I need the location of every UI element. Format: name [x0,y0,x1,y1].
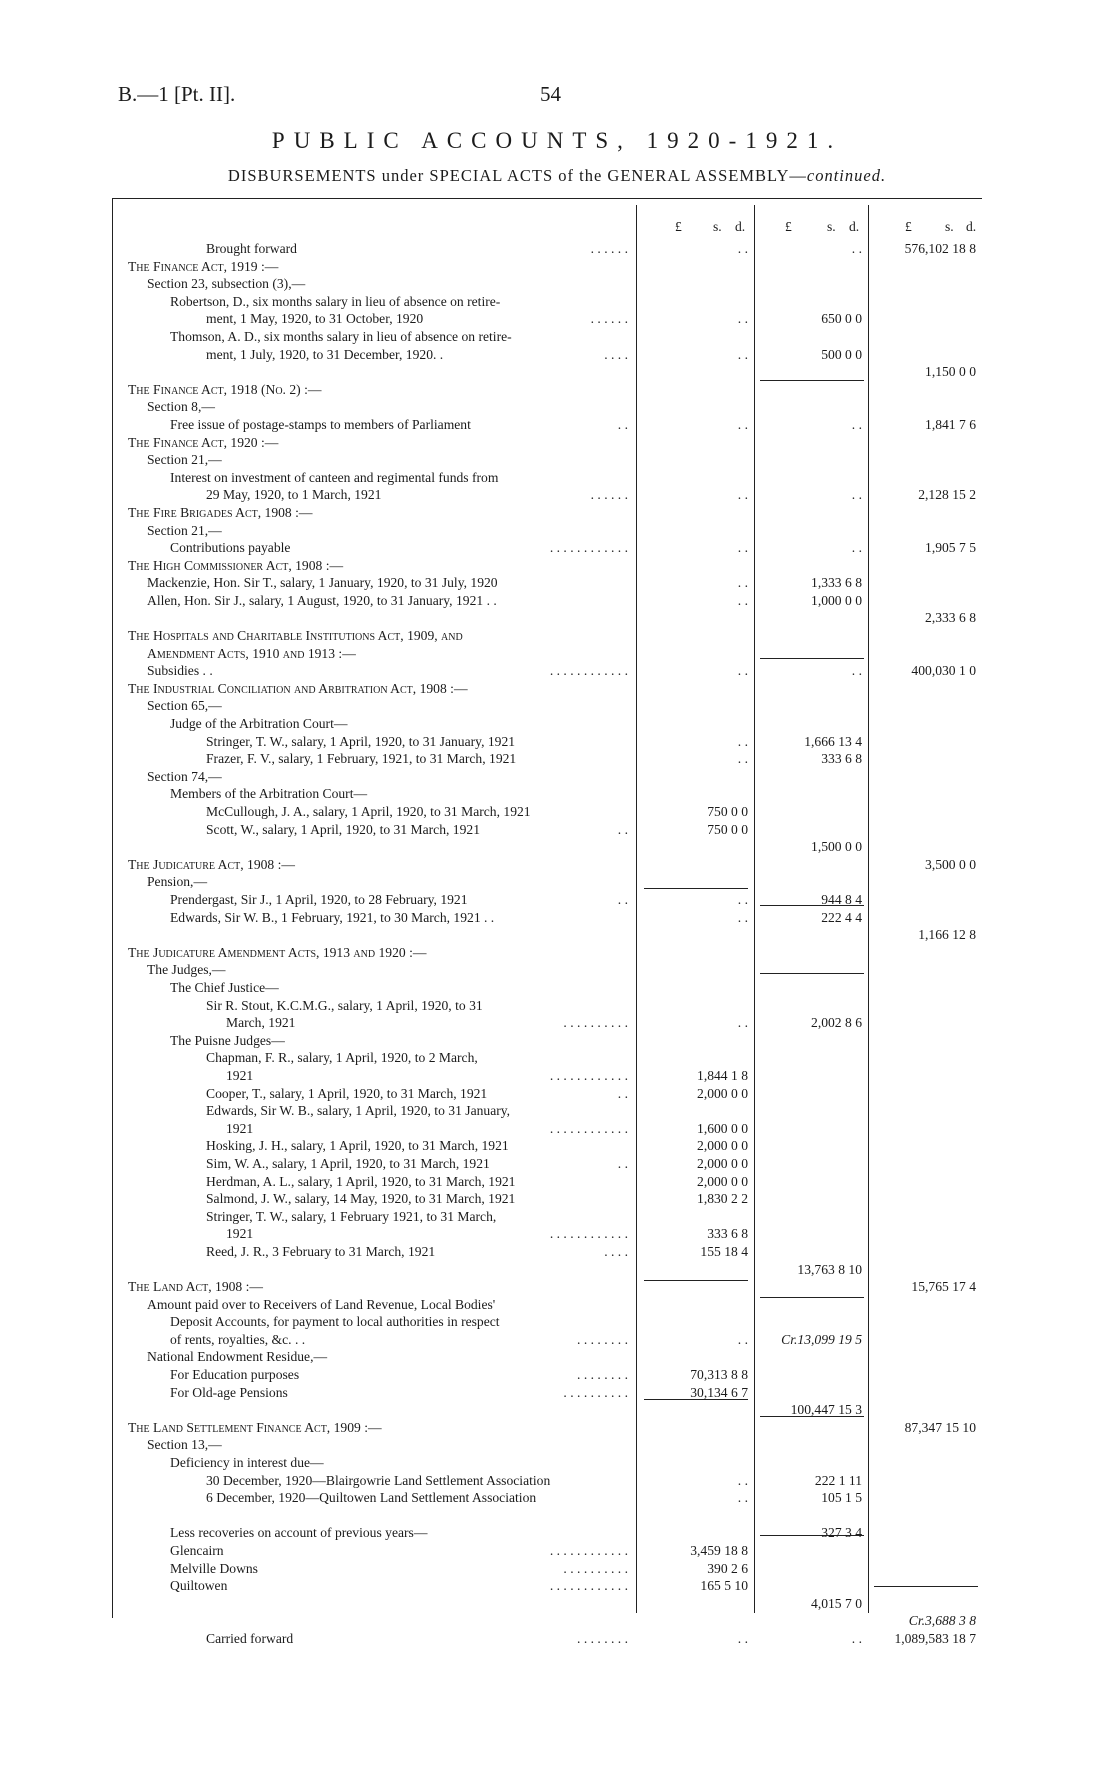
table-row [0,768,1114,785]
table-row [0,1261,1114,1278]
amount-c1: 390 2 6 [707,1561,748,1576]
act-heading: The Finance Act, 1920 :— [128,435,279,450]
table-row [0,1595,1114,1612]
amount-c3: 1,089,583 18 7 [894,1631,976,1646]
table-row [0,785,1114,802]
table-row [0,1331,1114,1348]
amount-c1: 3,459 18 8 [690,1543,748,1558]
table-row [0,328,1114,345]
table-row [0,997,1114,1014]
row-description: Sir R. Stout, K.C.M.G., salary, 1 April, 1920, to 31 [206,998,483,1013]
act-heading: Amendment Acts, 1910 and 1913 :— [147,646,356,661]
row-description: For Education purposes [170,1367,300,1382]
table-row [0,1085,1114,1102]
act-heading: The Judicature Amendment Acts, 1913 and 1920 :— [128,945,427,960]
row-description: Interest on investment of canteen and regimental funds from [170,470,499,485]
leader-dots: . . . . . . . . . . . . [549,1226,628,1241]
amount-c3: 2,128 15 2 [918,487,976,502]
row-description: 6 December, 1920—Quiltowen Land Settlement Association [206,1490,537,1505]
table-row [0,1348,1114,1365]
table-row [0,627,1114,644]
table-row [0,293,1114,310]
row-description: 29 May, 1920, to 1 March, 1921 [206,487,382,502]
row-description: Hosking, J. H., salary, 1 April, 1920, to 31 March, 1921 [206,1138,509,1153]
amount-c2: 100,447 15 3 [790,1402,862,1417]
table-row [0,1419,1114,1436]
row-description: Melville Downs [170,1561,258,1576]
leader-dots: . . . . . . . . . . . . [549,1068,628,1083]
table-row [0,1612,1114,1629]
leader-dots: . . . . . . . . [577,1631,628,1646]
amount-c1: . . [737,417,748,432]
table-row [0,1296,1114,1313]
act-heading: The Finance Act, 1918 (No. 2) :— [128,382,322,397]
row-description: ment, 1 July, 1920, to 31 December, 1920. . [206,347,444,362]
table-row [0,1243,1114,1260]
row-description: Less recoveries on account of previous years— [170,1525,428,1540]
leader-dots: . . . . . . [590,311,628,326]
amount-c1: 333 6 8 [707,1226,748,1241]
table-row [0,662,1114,679]
table-row [0,1384,1114,1401]
row-description: Amount paid over to Receivers of Land Revenue, Local Bodies' [147,1297,496,1312]
table-row [0,1049,1114,1066]
row-description: Cooper, T., salary, 1 April, 1920, to 31 March, 1921 [206,1086,488,1101]
table-row [0,803,1114,820]
row-description: Deposit Accounts, for payment to local authorities in respect [170,1314,500,1329]
amount-c2: 333 6 8 [821,751,862,766]
table-row [0,733,1114,750]
table-row [0,1542,1114,1559]
row-description: The Chief Justice— [170,980,279,995]
act-heading: The Finance Act, 1919 :— [128,259,279,274]
amount-c2: 1,500 0 0 [811,839,862,854]
table-row [0,1489,1114,1506]
amount-c2: 500 0 0 [821,347,862,362]
row-description: March, 1921 [226,1015,296,1030]
act-heading: The Fire Brigades Act, 1908 :— [128,505,313,520]
table-row [0,1014,1114,1031]
row-description: 30 December, 1920—Blairgowrie Land Settlement Association [206,1473,551,1488]
table-row [0,1577,1114,1594]
act-heading: The High Commissioner Act, 1908 :— [128,558,344,573]
amount-c3: 1,150 0 0 [925,364,976,379]
subtitle-main: DISBURSEMENTS under SPECIAL ACTS of the GENERAL ASSEMBLY— [227,166,807,185]
pound-sign: £ [905,219,912,234]
table-row [0,363,1114,380]
row-description: Members of the Arbitration Court— [170,786,368,801]
row-description: ment, 1 May, 1920, to 31 October, 1920 [206,311,424,326]
amount-c2: . . [851,540,862,555]
amount-c2: 944 8 4 [821,892,862,907]
act-heading: The Land Settlement Finance Act, 1909 :— [128,1420,382,1435]
amount-c3: 576,102 18 8 [904,241,976,256]
amount-c3: 3,500 0 0 [925,857,976,872]
table-row [0,275,1114,292]
table-row [0,715,1114,732]
amount-c3: 1,841 7 6 [925,417,976,432]
row-description: Chapman, F. R., salary, 1 April, 1920, to 2 March, [206,1050,478,1065]
amount-c2: 1,333 6 8 [811,575,862,590]
amount-c1: . . [737,892,748,907]
row-description: 1921 [226,1121,254,1136]
amount-c1: 2,000 0 0 [697,1174,748,1189]
table-row [0,522,1114,539]
amount-c1: . . [737,540,748,555]
table-row [0,926,1114,943]
table-row [0,1137,1114,1154]
amount-c1: . . [737,311,748,326]
table-row [0,821,1114,838]
row-description: of rents, royalties, &c. . . [170,1332,306,1347]
table-row [0,1436,1114,1453]
table-row [0,240,1114,257]
table-row [0,979,1114,996]
row-description: Judge of the Arbitration Court— [170,716,348,731]
leader-dots: . . . . . . [590,241,628,256]
table-row [0,592,1114,609]
amount-c1: . . [737,751,748,766]
row-description: Reed, J. R., 3 February to 31 March, 1921 [206,1244,436,1259]
amount-c2: 1,000 0 0 [811,593,862,608]
table-row [0,1472,1114,1489]
table-row [0,310,1114,327]
amount-c2: 4,015 7 0 [811,1596,862,1611]
pound-sign: £ [785,219,792,234]
table-row [0,1278,1114,1295]
amount-c1: 2,000 0 0 [697,1138,748,1153]
table-row [0,961,1114,978]
table-row [0,1507,1114,1524]
table-row [0,645,1114,662]
table-row [0,1524,1114,1541]
leader-dots: . . . . . . . . . . [563,1385,628,1400]
amount-c1: 1,600 0 0 [697,1121,748,1136]
table-row [0,680,1114,697]
amount-c2: 650 0 0 [821,311,862,326]
table-row [0,1067,1114,1084]
leader-dots: . . [617,1156,628,1171]
amount-c3: Cr.3,688 3 8 [908,1613,976,1628]
row-description: Carried forward [206,1631,294,1646]
row-description: Edwards, Sir W. B., salary, 1 April, 1920, to 31 January, [206,1103,511,1118]
amount-c2: 327 3 4 [821,1525,862,1540]
row-description: Section 13,— [147,1437,222,1452]
amount-c2: 1,666 13 4 [804,734,862,749]
row-description: Free issue of postage-stamps to members of Parliament [170,417,471,432]
row-description: Section 21,— [147,452,222,467]
amount-c2: 105 1 5 [821,1490,862,1505]
row-description: Edwards, Sir W. B., 1 February, 1921, to 30 March, 1921 . . [170,910,495,925]
row-description: Prendergast, Sir J., 1 April, 1920, to 28 February, 1921 [170,892,468,907]
table-row [0,1225,1114,1242]
row-description: National Endowment Residue,— [147,1349,328,1364]
leader-dots: . . . . . . . . . . . . [549,663,628,678]
row-description: Herdman, A. L., salary, 1 April, 1920, to 31 March, 1921 [206,1174,516,1189]
table-row [0,416,1114,433]
amount-c2: . . [851,241,862,256]
table-row [0,451,1114,468]
table-row [0,1155,1114,1172]
amount-c1: . . [737,663,748,678]
leader-dots: . . . . . . . . [577,1332,628,1347]
row-description: Robertson, D., six months salary in lieu of absence on retire- [170,294,501,309]
amount-c1: . . [737,347,748,362]
amount-c3: 1,166 12 8 [918,927,976,942]
row-description: Subsidies . . [147,663,213,678]
leader-dots: . . . . . . . . . . . . [549,1121,628,1136]
amount-c1: 70,313 8 8 [690,1367,748,1382]
amount-c1: 2,000 0 0 [697,1156,748,1171]
row-description: McCullough, J. A., salary, 1 April, 1920, to 31 March, 1921 [206,804,531,819]
table-row [0,539,1114,556]
shillings-sign: s. [945,219,954,234]
amount-c3: 1,905 7 5 [925,540,976,555]
row-description: Salmond, J. W., salary, 14 May, 1920, to 31 March, 1921 [206,1191,516,1206]
leader-dots: . . [617,822,628,837]
table-row [0,1366,1114,1383]
leader-dots: . . [617,892,628,907]
leader-dots: . . . . . . . . . . [563,1015,628,1030]
amount-c2: . . [851,487,862,502]
amount-c1: 750 0 0 [707,822,748,837]
leader-dots: . . . . . . . . . . . . [549,1543,628,1558]
table-row [0,1560,1114,1577]
table-row [0,574,1114,591]
table-row [0,1032,1114,1049]
table-row [0,1102,1114,1119]
table-row [0,873,1114,890]
leader-dots: . . . . . . . . [577,1367,628,1382]
table-row [0,1454,1114,1471]
row-description: 1921 [226,1226,254,1241]
amount-c2: . . [851,663,862,678]
pence-sign: d. [735,219,746,234]
leader-dots: . . . . . . . . . . [563,1561,628,1576]
row-description: Section 74,— [147,769,222,784]
act-heading: The Hospitals and Charitable Institutions Act, 1909, and [128,628,463,643]
amount-c1: 750 0 0 [707,804,748,819]
row-description: 1921 [226,1068,254,1083]
table-row [0,1630,1114,1647]
table-row [0,1401,1114,1418]
row-description: Brought forward [206,241,297,256]
table-row [0,838,1114,855]
row-description: Allen, Hon. Sir J., salary, 1 August, 1920, to 31 January, 1921 . . [147,593,497,608]
leader-dots: . . . . . . . . . . . . [549,540,628,555]
row-description: Mackenzie, Hon. Sir T., salary, 1 January, 1920, to 31 July, 1920 [147,575,498,590]
row-description: Scott, W., salary, 1 April, 1920, to 31 March, 1921 [206,822,480,837]
amount-c2: . . [851,1631,862,1646]
row-description: Stringer, T. W., salary, 1 April, 1920, to 31 January, 1921 [206,734,516,749]
leader-dots: . . . . . . . . . . . . [549,1578,628,1593]
amount-c2: 222 4 4 [821,910,862,925]
amount-c1: . . [737,734,748,749]
amount-c1: . . [737,575,748,590]
leader-dots: . . [617,417,628,432]
row-description: Pension,— [147,874,208,889]
amount-c1: . . [737,1631,748,1646]
pound-sign: £ [675,219,682,234]
leader-dots: . . . . [604,1244,628,1259]
pence-sign: d. [966,219,977,234]
row-description: Deficiency in interest due— [170,1455,324,1470]
table-top-rule [112,198,982,199]
amount-c1: 1,830 2 2 [697,1191,748,1206]
table-row [0,398,1114,415]
table-row [0,346,1114,363]
table-row [0,1190,1114,1207]
amount-c3: 15,765 17 4 [911,1279,976,1294]
amount-c1: . . [737,1015,748,1030]
row-description: Section 23, subsection (3),— [147,276,306,291]
table-row [0,557,1114,574]
row-description: Contributions payable [170,540,291,555]
amount-c2: 13,763 8 10 [797,1262,862,1277]
row-description: The Judges,— [147,962,226,977]
leader-dots: . . . . . . [590,487,628,502]
amount-c1: 2,000 0 0 [697,1086,748,1101]
shillings-sign: s. [827,219,836,234]
row-description: Sim, W. A., salary, 1 April, 1920, to 31 March, 1921 [206,1156,490,1171]
amount-c3: 2,333 6 8 [925,610,976,625]
table-row [0,609,1114,626]
table-row [0,504,1114,521]
table-row [0,750,1114,767]
table-row [0,469,1114,486]
table-row [0,1208,1114,1225]
amount-c2: 222 1 11 [814,1473,862,1488]
amount-c3: 400,030 1 0 [911,663,976,678]
leader-dots: . . [617,1086,628,1101]
amount-c1: 155 18 4 [700,1244,748,1259]
amount-c1: 30,134 6 7 [690,1385,748,1400]
table-row [0,1120,1114,1137]
row-description: The Puisne Judges— [170,1033,285,1048]
amount-c1: . . [737,1332,748,1347]
table-row [0,856,1114,873]
pence-sign: d. [849,219,860,234]
act-heading: The Land Act, 1908 :— [128,1279,263,1294]
amount-c1: . . [737,910,748,925]
act-heading: The Industrial Conciliation and Arbitration Act, 1908 :— [128,681,468,696]
row-description: Stringer, T. W., salary, 1 February 1921, to 31 March, [206,1209,497,1224]
row-description: For Old-age Pensions [170,1385,288,1400]
amount-c1: . . [737,593,748,608]
amount-c1: . . [737,1473,748,1488]
row-description: Quiltowen [170,1578,228,1593]
leader-dots: . . . . [604,347,628,362]
page-subtitle [0,166,1114,186]
amount-c2: 2,002 8 6 [811,1015,862,1030]
row-description: Section 8,— [147,399,215,414]
row-description: Section 21,— [147,523,222,538]
row-description: Thomson, A. D., six months salary in lieu of absence on retire- [170,329,512,344]
act-heading: The Judicature Act, 1908 :— [128,857,295,872]
amount-c1: . . [737,241,748,256]
row-description: Glencairn [170,1543,224,1558]
amount-c2: Cr.13,099 19 5 [781,1332,862,1347]
amount-c1: 1,844 1 8 [697,1068,748,1083]
amount-c1: 165 5 10 [700,1578,748,1593]
table-row [0,697,1114,714]
row-description: Frazer, F. V., salary, 1 February, 1921, to 31 March, 1921 [206,751,517,766]
amount-c1: . . [737,1490,748,1505]
table-row [0,486,1114,503]
table-row [0,1313,1114,1330]
amount-c3: 87,347 15 10 [904,1420,976,1435]
amount-c1: . . [737,487,748,502]
table-row [0,381,1114,398]
table-row [0,891,1114,908]
header-ref: B.—1 [Pt. II]. [118,82,236,106]
table-row [0,944,1114,961]
amount-c2: . . [851,417,862,432]
table-row [0,434,1114,451]
page-title: PUBLIC ACCOUNTS, 1920-1921. [271,128,843,153]
subtitle-continued: continued. [806,166,887,185]
row-description: Section 65,— [147,698,222,713]
table-row [0,1173,1114,1190]
shillings-sign: s. [713,219,722,234]
table-row [0,258,1114,275]
table-row [0,909,1114,926]
page-number: 54 [540,82,561,106]
